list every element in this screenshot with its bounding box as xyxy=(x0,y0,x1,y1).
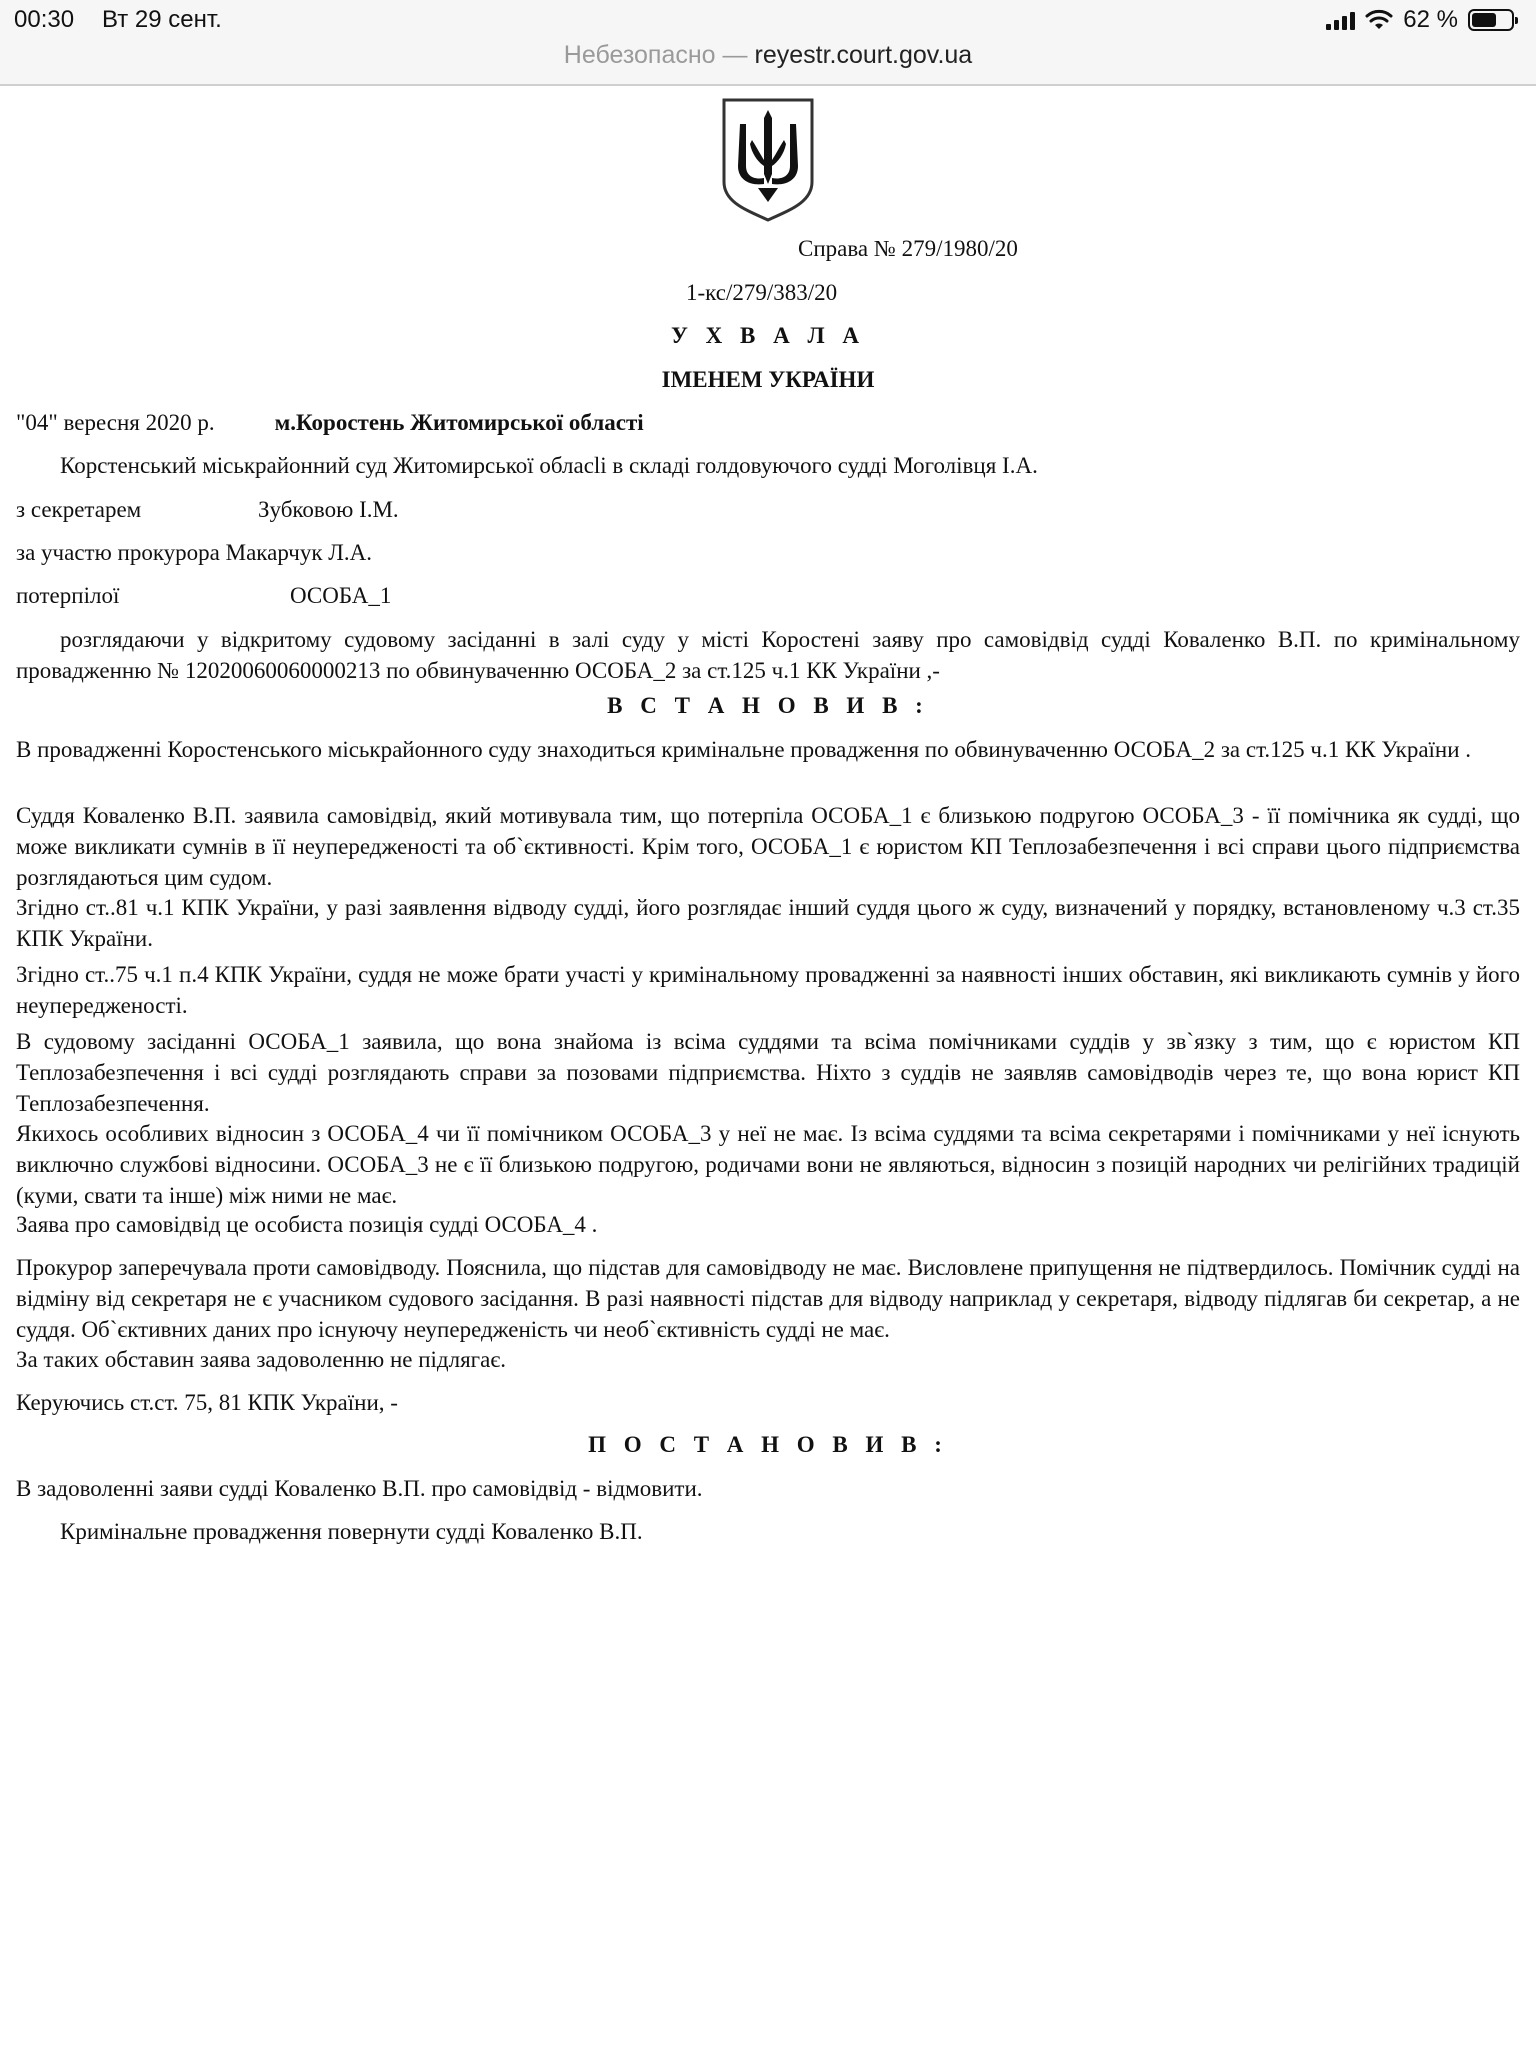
resolved-heading: П О С Т А Н О В И В : xyxy=(588,1432,948,1457)
battery-percent: 62 % xyxy=(1403,6,1458,33)
victim-label: потерпілої xyxy=(16,583,120,608)
document-page xyxy=(0,86,1536,2048)
return-paragraph: Кримінальне провадження повернути судді Коваленко В.П. xyxy=(60,1519,643,1544)
paragraph-4: Згідно ст..75 ч.1 п.4 КПК України, суддя не може брати участі у кримінальному провадженні за наявності інших обставин, які викликають сумнів у його неупередженості. xyxy=(16,962,1520,1018)
paragraph-6: Якихось особливих відносин з ОСОБА_4 чи її помічником ОСОБА_3 у неї не має. Із всіма суддями та всіма секретарями і помічниками у неї існують виключно службові відносини. ОСОБА_3 не є її близькою подругою, родичами вони не являються, відносин з позицій народних чи релігійних традицій (куми, свати та інше) між ними не має. xyxy=(16,1121,1520,1208)
insecure-label: Небезопасно — xyxy=(563,41,748,69)
victim-name: ОСОБА_1 xyxy=(290,583,392,608)
court-line: Корстенський міськрайонний суд Житомирської облаclі в складі голдовуючого судді Моголівця І.А. xyxy=(60,453,1038,478)
battery-fill xyxy=(1472,13,1496,27)
cellular-signal-icon xyxy=(1326,10,1355,30)
paragraph-2: Суддя Коваленко В.П. заявила самовідвід, який мотивувала тим, що потерпіла ОСОБА_1 є близькою подругою ОСОБА_3 - її помічника як судді, що може викликати сумнів в її неупередженості та об`єктивності. Крім того, ОСОБА_1 є юристом КП Теплозабезпечення і всі справи цього підприємства розглядаються цим судом. xyxy=(16,803,1520,890)
victim-line xyxy=(16,580,1520,611)
paragraph-9: За таких обставин заява задоволенню не підлягає. xyxy=(16,1347,506,1372)
paragraph-8: Прокурор заперечувала проти самовідводу. Пояснила, що підстав для самовідводу не має. Висловлене припущення не підтвердилось. Помічник судді на відміну від секретаря не є учасником судового засідання. В разі наявності підстав для відводу наприклад у секретаря, відводу підлягав би секретар, а не суддя. Об`єктивних даних про існуючу неупередженість чи необ`єктивність судді не має. xyxy=(16,1255,1520,1342)
status-indicators xyxy=(1326,6,1514,34)
date-place-line xyxy=(16,407,1520,438)
ukraine-coat-of-arms-icon xyxy=(720,96,816,224)
case-number: Справа № 279/1980/20 xyxy=(798,236,1018,261)
status-date: Вт 29 сент. xyxy=(102,6,222,33)
battery-icon xyxy=(1468,9,1514,31)
paragraph-1: В провадженні Коростенського міськрайонного суду знаходиться кримінальне провадження по обвинуваченню ОСОБА_2 за ст.125 ч.1 КК України . xyxy=(16,737,1472,762)
paragraph-3: Згідно ст..81 ч.1 КПК України, у разі заявлення відводу судді, його розглядає інший суддя цього ж суду, визначений у порядку, встановленому ч.3 ст.35 КПК України. xyxy=(16,895,1520,951)
address-bar[interactable] xyxy=(0,41,1536,86)
paragraph-10: Керуючись ст.ст. 75, 81 КПК України, - xyxy=(16,1390,398,1415)
document-place: м.Коростень Житомирської області xyxy=(274,410,644,435)
prosecutor-line: за участю прокурора Макарчук Л.А. xyxy=(16,540,372,565)
decision-paragraph: В задоволенні заяви судді Коваленко В.П. про самовідвід - відмовити. xyxy=(16,1476,703,1501)
proceeding-number: 1-кс/279/383/20 xyxy=(686,280,838,305)
paragraph-5: В судовому засіданні ОСОБА_1 заявила, що вона знайома із всіма суддями та всіма помічниками суддів у зв`язку з тим, що є юристом КП Теплозабезпечення і всі судді розглядають справи за позовами підприємства. Ніхто з суддів не заявляв самовідводів через те, що вона юрист КП Теплозабезпечення. xyxy=(16,1029,1520,1116)
considering-paragraph: розглядаючи у відкритому судовому засіданні в залі суду у місті Коростені заяву про самовідвід судді Коваленко В.П. по кримінальному провадженню № 12020060060000213 по обвинуваченню ОСОБА_2 за ст.125 ч.1 КК України ,- xyxy=(16,627,1520,683)
secretary-line xyxy=(16,494,1520,525)
document-subtitle: ІМЕНЕМ УКРАЇНИ xyxy=(661,367,875,392)
wifi-icon xyxy=(1365,9,1393,31)
secretary-name: Зубковою І.М. xyxy=(258,497,399,522)
status-bar xyxy=(0,0,1536,44)
secretary-label: з секретарем xyxy=(16,497,142,522)
document-title: У Х В А Л А xyxy=(671,323,865,348)
url-domain: reyestr.court.gov.ua xyxy=(754,41,973,69)
established-heading: В С Т А Н О В И В : xyxy=(607,693,929,718)
document-date: "04" вересня 2020 р. xyxy=(16,410,215,435)
status-time: 00:30 xyxy=(14,6,75,33)
paragraph-7: Заява про самовідвід це особиста позиція судді ОСОБА_4 . xyxy=(16,1212,598,1237)
